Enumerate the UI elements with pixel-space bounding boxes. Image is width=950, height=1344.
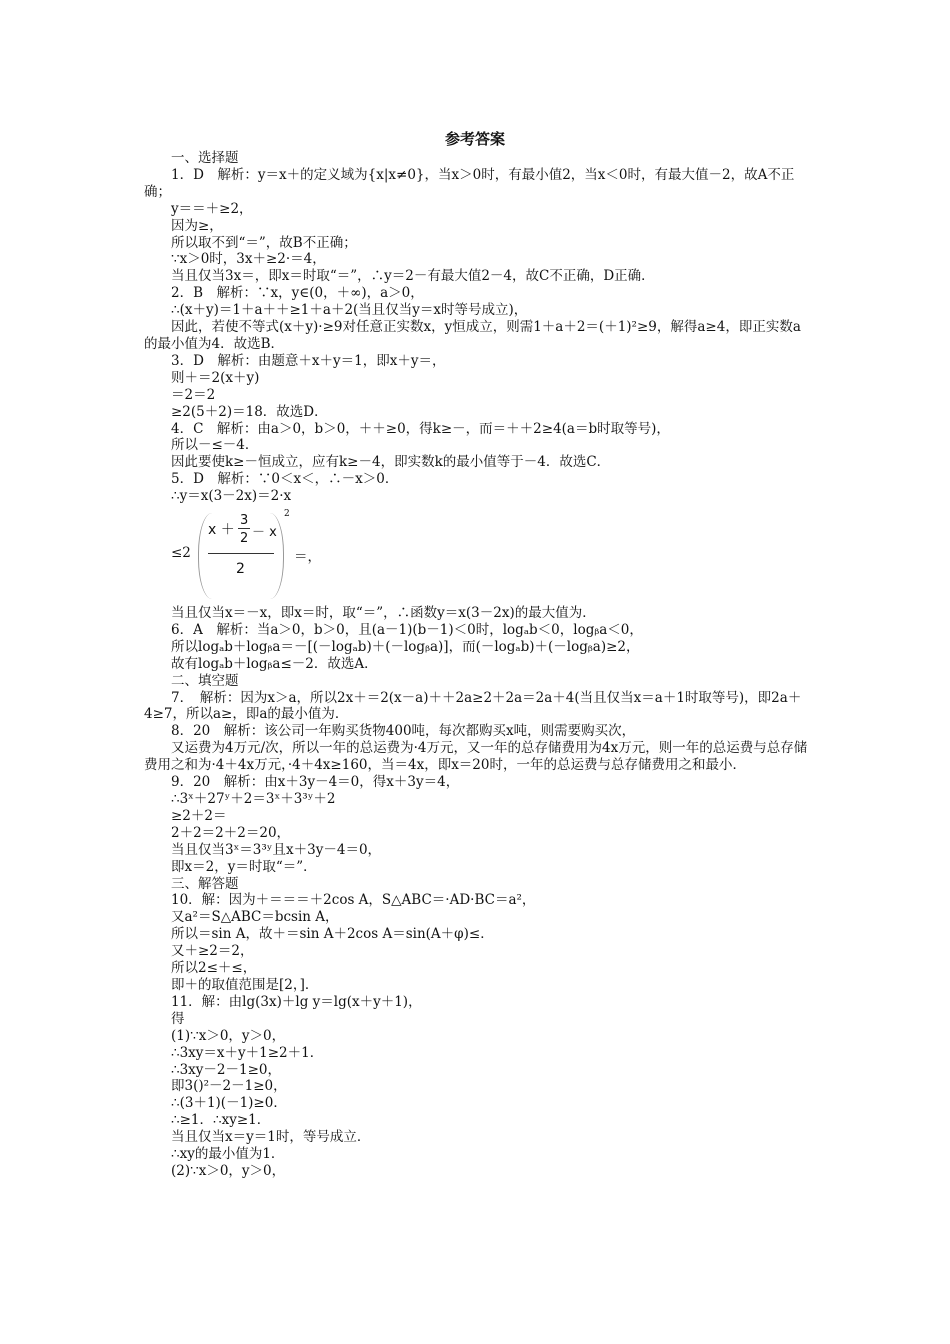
answer-3: 3．D 解析：由题意＋x＋y＝1，即x＋y＝，: [171, 352, 446, 369]
text-line: 所以－≤－4．: [171, 437, 259, 454]
text-line: ∴(x＋y)＝1＋a＋＋≥1＋a＋2(当且仅当y＝x时等号成立)，: [171, 302, 528, 319]
text-line: 得: [171, 1010, 185, 1027]
text-line: 又＋≥2＝2，: [171, 943, 254, 960]
answer-8: 8．20 解析：该公司一年购买货物400吨，每次都购买x吨，则需要购买次，: [171, 723, 636, 740]
formula-x: x ＋: [208, 522, 235, 539]
formula-bar: [208, 553, 274, 554]
answer-11: 11．解：由lg(3x)＋lg y＝lg(x＋y＋1)，: [171, 993, 422, 1010]
text-line: ∵x＞0时，3x＋≥2·＝4，: [171, 251, 326, 268]
text-line: ∴xy的最小值为1．: [171, 1146, 285, 1163]
text-line: 当且仅当x＝y＝1时，等号成立．: [171, 1129, 371, 1146]
text-line: 故有logₐb＋logᵦa≤－2．故选A．: [171, 655, 378, 672]
text-line: ≥2(5＋2)＝18．故选D．: [171, 403, 328, 420]
formula-eq: ＝，: [294, 549, 321, 566]
text-line: 又运费为4万元/次，所以一年的总运费为·4万元，又一年的总存储费用为4x万元，则一年的总运费与总存储费用之和为·4＋4x万元，·4＋4x≥160，当＝4x，即x＝20时，一年的总运费与总存储费用之和最小．: [144, 740, 808, 774]
text-line: 所以取不到“＝”，故B不正确；: [171, 234, 357, 251]
text-line: ∴y＝x(3－2x)＝2·x: [171, 488, 292, 505]
text-line: ∴3xy－2－1≥0，: [171, 1061, 281, 1078]
text-line: ≥2＋2＝: [171, 807, 227, 824]
answer-10: 10．解：因为＋＝＝＝＋2cos A，S△ABC＝·AD·BC＝a²，: [171, 892, 536, 909]
text-line: 所以＝sin A，故＋＝sin A＋2cos A＝sin(A＋φ)≤．: [171, 926, 494, 943]
text-line: ∴≥1．∴xy≥1．: [171, 1112, 271, 1129]
formula-den: 2: [236, 561, 245, 578]
text-line: 所以logₐb＋logᵦa＝－[(－logₐb)＋(－logᵦa)]，而(－logₐb)＋(－logᵦa)≥2，: [171, 638, 640, 655]
text-line: ∴(3＋1)(－1)≥0．: [171, 1095, 287, 1112]
text-line: 则＋＝2(x＋y): [171, 369, 260, 386]
section-heading: 二、填空题: [171, 672, 239, 689]
answer-6: 6．A 解析：当a＞0，b＞0，且(a－1)(b－1)＜0时，logₐb＜0，logᵦa＜0，: [171, 621, 643, 638]
text-line: (1)∵x＞0，y＞0，: [171, 1027, 286, 1044]
text-line: 当且仅当3ˣ＝3³ʸ且x＋3y－4＝0，: [171, 841, 382, 858]
text-line: 当且仅当x＝－x，即x＝时，取“＝”，∴函数y＝x(3－2x)的最大值为．: [171, 605, 596, 622]
text-line: y＝＝＋≥2，: [171, 200, 253, 217]
page-title: 参考答案: [444, 130, 505, 148]
text-line: 当且仅当3x＝，即x＝时取“＝”，∴y＝2－有最大值2－4，故C不正确，D正确．: [171, 268, 655, 285]
text-line: 所以2≤＋≤，: [171, 960, 257, 977]
answer-body: [144, 150, 812, 1180]
section-heading: 三、解答题: [171, 875, 239, 892]
text-line: 即3()²－2－1≥0，: [171, 1078, 287, 1095]
text-line: 2＋2＝2＋2＝20，: [171, 824, 291, 841]
formula-square: 2: [284, 509, 290, 520]
text-line: 又a²＝S△ABC＝bcsin A，: [171, 909, 339, 926]
formula-minus-x: － x: [252, 525, 277, 541]
text-line: 因为≥，: [171, 217, 223, 234]
text-line: 即＋的取值范围是[2，]．: [171, 976, 319, 993]
formula-den2: 2: [240, 531, 249, 547]
answer-1: 1．D 解析：y＝x＋的定义域为{x|x≠0}，当x＞0时，有最小值2，当x＜0时，有最大值－2，故A不正确；: [144, 166, 795, 200]
section-heading: 一、选择题: [171, 150, 239, 166]
text-line: 即x＝2，y＝时取“＝”．: [171, 858, 317, 875]
text-line: (2)∵x＞0，y＞0，: [171, 1162, 286, 1179]
text-line: ＝2＝2: [171, 386, 216, 403]
text-line: ∴3xy＝x＋y＋1≥2＋1．: [171, 1044, 324, 1061]
fraction-formula: [144, 509, 812, 601]
text-line: 因此要使k≥－恒成立，应有k≥－4，即实数k的最小值等于－4．故选C．: [171, 454, 611, 471]
formula-num: 3: [240, 513, 249, 529]
formula-le: ≤2: [171, 545, 191, 562]
answer-9: 9．20 解析：由x＋3y－4＝0，得x＋3y＝4，: [171, 774, 460, 791]
answer-2: 2．B 解析：∵x，y∈(0，＋∞)，a＞0，: [171, 285, 424, 302]
answer-4: 4．C 解析：由a＞0，b＞0，＋＋≥0，得k≥－，而＝＋＋2≥4(a＝b时取等号)，: [171, 420, 670, 437]
answer-5: 5．D 解析：∵0＜x＜，∴－x＞0．: [171, 471, 399, 488]
answer-7: 7． 解析：因为x＞a，所以2x＋＝2(x－a)＋＋2a≥2＋2a＝2a＋4(当且仅当x＝a＋1时取等号)，即2a＋4≥7，所以a≥，即a的最小值为．: [144, 689, 802, 723]
text-line: ∴3ˣ＋27ʸ＋2＝3ˣ＋3³ʸ＋2: [171, 791, 336, 807]
text-line: 因此，若使不等式(x＋y)·≥9对任意正实数x，y恒成立，则需1＋a＋2＝(＋1)²≥9，解得a≥4，即正实数a的最小值为4．故选B．: [144, 319, 801, 352]
formula-inner-bar: [238, 528, 250, 529]
